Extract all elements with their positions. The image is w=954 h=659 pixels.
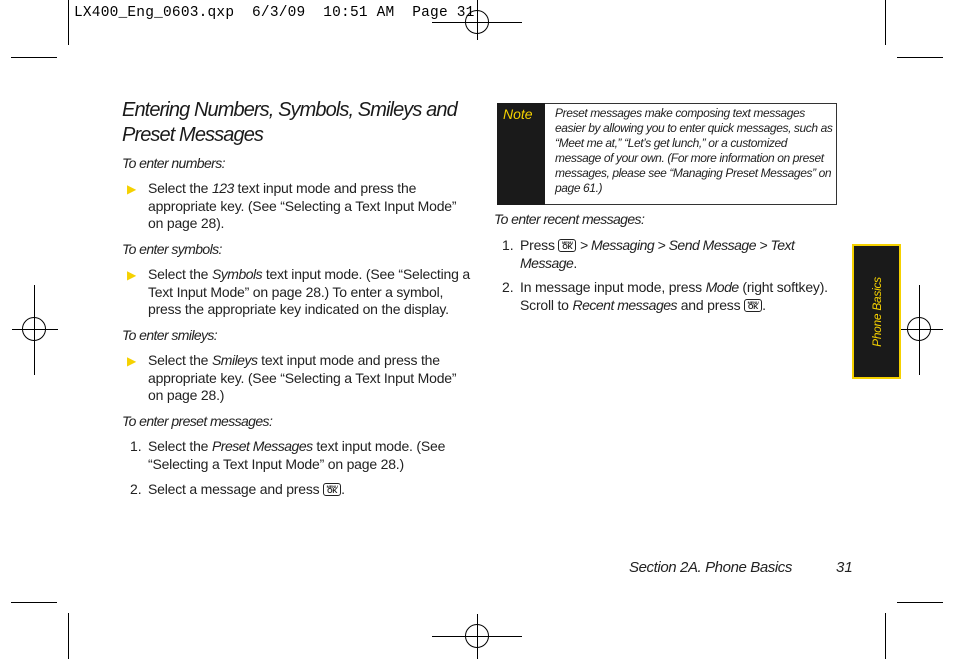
note-label: Note [503, 106, 533, 122]
step-number: 2. [502, 279, 514, 295]
crop-mark [11, 602, 57, 603]
crop-mark [68, 0, 69, 45]
numbers-instruction: Select the 123 text input mode and press the appropriate key. (See “Selecting a Text Input Mode” on page 28). [148, 180, 457, 231]
subheading-numbers: To enter numbers: [122, 155, 225, 171]
preset-step-2: Select a message and press MENU OK . [148, 481, 345, 497]
menu-ok-key-icon: MENU OK [558, 239, 576, 252]
crop-mark [11, 57, 57, 58]
subheading-recent: To enter recent messages: [494, 211, 645, 227]
recent-step-1: Press MENU OK > Messaging > Send Message > Text Message. [520, 237, 795, 271]
registration-mark [465, 10, 489, 34]
crop-mark [68, 613, 69, 659]
preset-step-1: Select the Preset Messages text input mode. (See “Selecting a Text Input Mode” on page 28.) [148, 438, 446, 472]
registration-mark [22, 317, 46, 341]
page-title: Entering Numbers, Symbols, Smileys and Preset Messages [122, 99, 457, 146]
menu-ok-key-icon: MENU OK [744, 299, 762, 312]
footer-section: Section 2A. Phone Basics [629, 559, 793, 576]
symbols-instruction: Select the Symbols text input mode. (See “Selecting a Text Input Mode” on page 28.) To enter a symbol, press the appropriate key indicated on the display. [148, 266, 470, 317]
bullet-icon: ▶ [127, 354, 137, 368]
bullet-icon: ▶ [127, 182, 137, 196]
crop-mark [897, 57, 943, 58]
step-number: 1. [130, 438, 142, 454]
crop-mark [897, 602, 943, 603]
subheading-preset: To enter preset messages: [122, 413, 273, 429]
subheading-smileys: To enter smileys: [122, 327, 218, 343]
subheading-symbols: To enter symbols: [122, 241, 222, 257]
section-side-tab-label: Phone Basics [869, 276, 884, 347]
step-number: 2. [130, 481, 142, 497]
crop-mark [885, 0, 886, 45]
print-slug: LX400_Eng_0603.qxp 6/3/09 10:51 AM Page 31 [74, 5, 475, 21]
registration-mark [907, 317, 931, 341]
recent-step-2: In message input mode, press Mode (right softkey). Scroll to Recent messages and press MENU OK . [520, 279, 828, 313]
crop-mark [885, 613, 886, 659]
page-number: 31 [836, 559, 853, 576]
step-number: 1. [502, 237, 514, 253]
menu-ok-key-icon: MENU OK [323, 483, 341, 496]
bullet-icon: ▶ [127, 268, 137, 282]
note-text: Preset messages make composing text messages easier by allowing you to enter quick messages, such as “Meet me at,” “Let’s get lunch,” or a customized message of your own. (For more information on preset messages, please see “Managing Preset Messages” on page 61.) [555, 106, 833, 195]
registration-mark [465, 624, 489, 648]
smileys-instruction: Select the Smileys text input mode and press the appropriate key. (See “Selecting a Text Input Mode” on page 28.) [148, 352, 457, 403]
